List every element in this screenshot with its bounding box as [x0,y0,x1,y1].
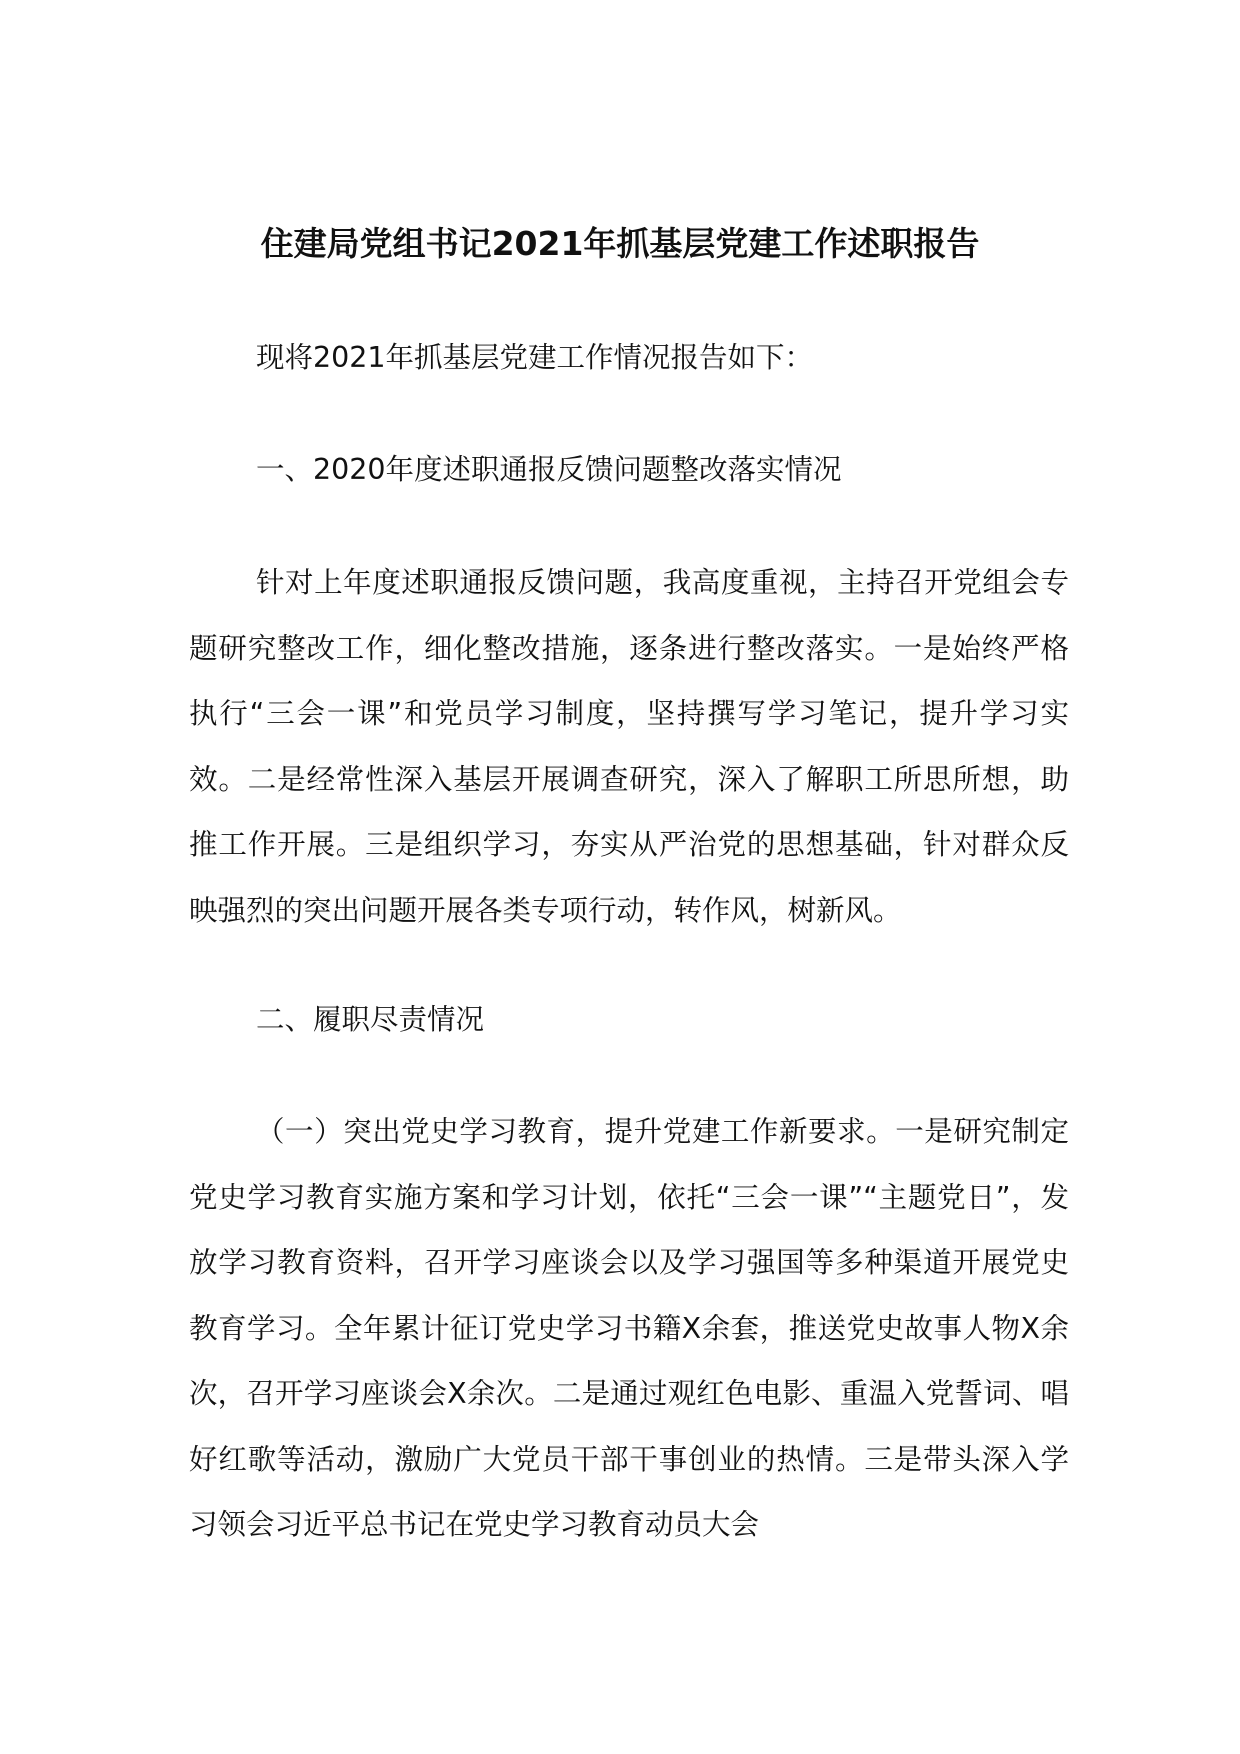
section-1-heading: 一、2020年度述职通报反馈问题整改落实情况 [256,453,842,486]
intro-paragraph: 现将2021年抓基层党建工作情况报告如下： [256,341,814,374]
section-2-body: （一）突出党史学习教育，提升党建工作新要求。一是研究制定党史学习教育实施方案和学习计划，依托“三会一课”“主题党日”，发放学习教育资料，召开学习座谈会以及学习强国等多种渠道开展党史教育学习。全年累计征订党史学习书籍X余套，推送党史故事人物X余次，召开学习座谈会X余次。二是通过观红色电影、重温入党誓词、唱好红歌等活动，激励广大党员干部干事创业的热情。三是带头深入学习领会习近平总书记在党史学习教育动员大会 [189,1115,1069,1541]
document-title: 住建局党组书记2021年抓基层党建工作述职报告 [260,224,980,263]
section-1-body: 针对上年度述职通报反馈问题，我高度重视，主持召开党组会专题研究整改工作，细化整改措施，逐条进行整改落实。一是始终严格执行“三会一课”和党员学习制度，坚持撰写学习笔记，提升学习实效。二是经常性深入基层开展调查研究，深入了解职工所思所想，助推工作开展。三是组织学习，夯实从严治党的思想基础，针对群众反映强烈的突出问题开展各类专项行动，转作风，树新风。 [189,566,1069,927]
section-2-heading: 二、履职尽责情况 [256,1003,485,1036]
